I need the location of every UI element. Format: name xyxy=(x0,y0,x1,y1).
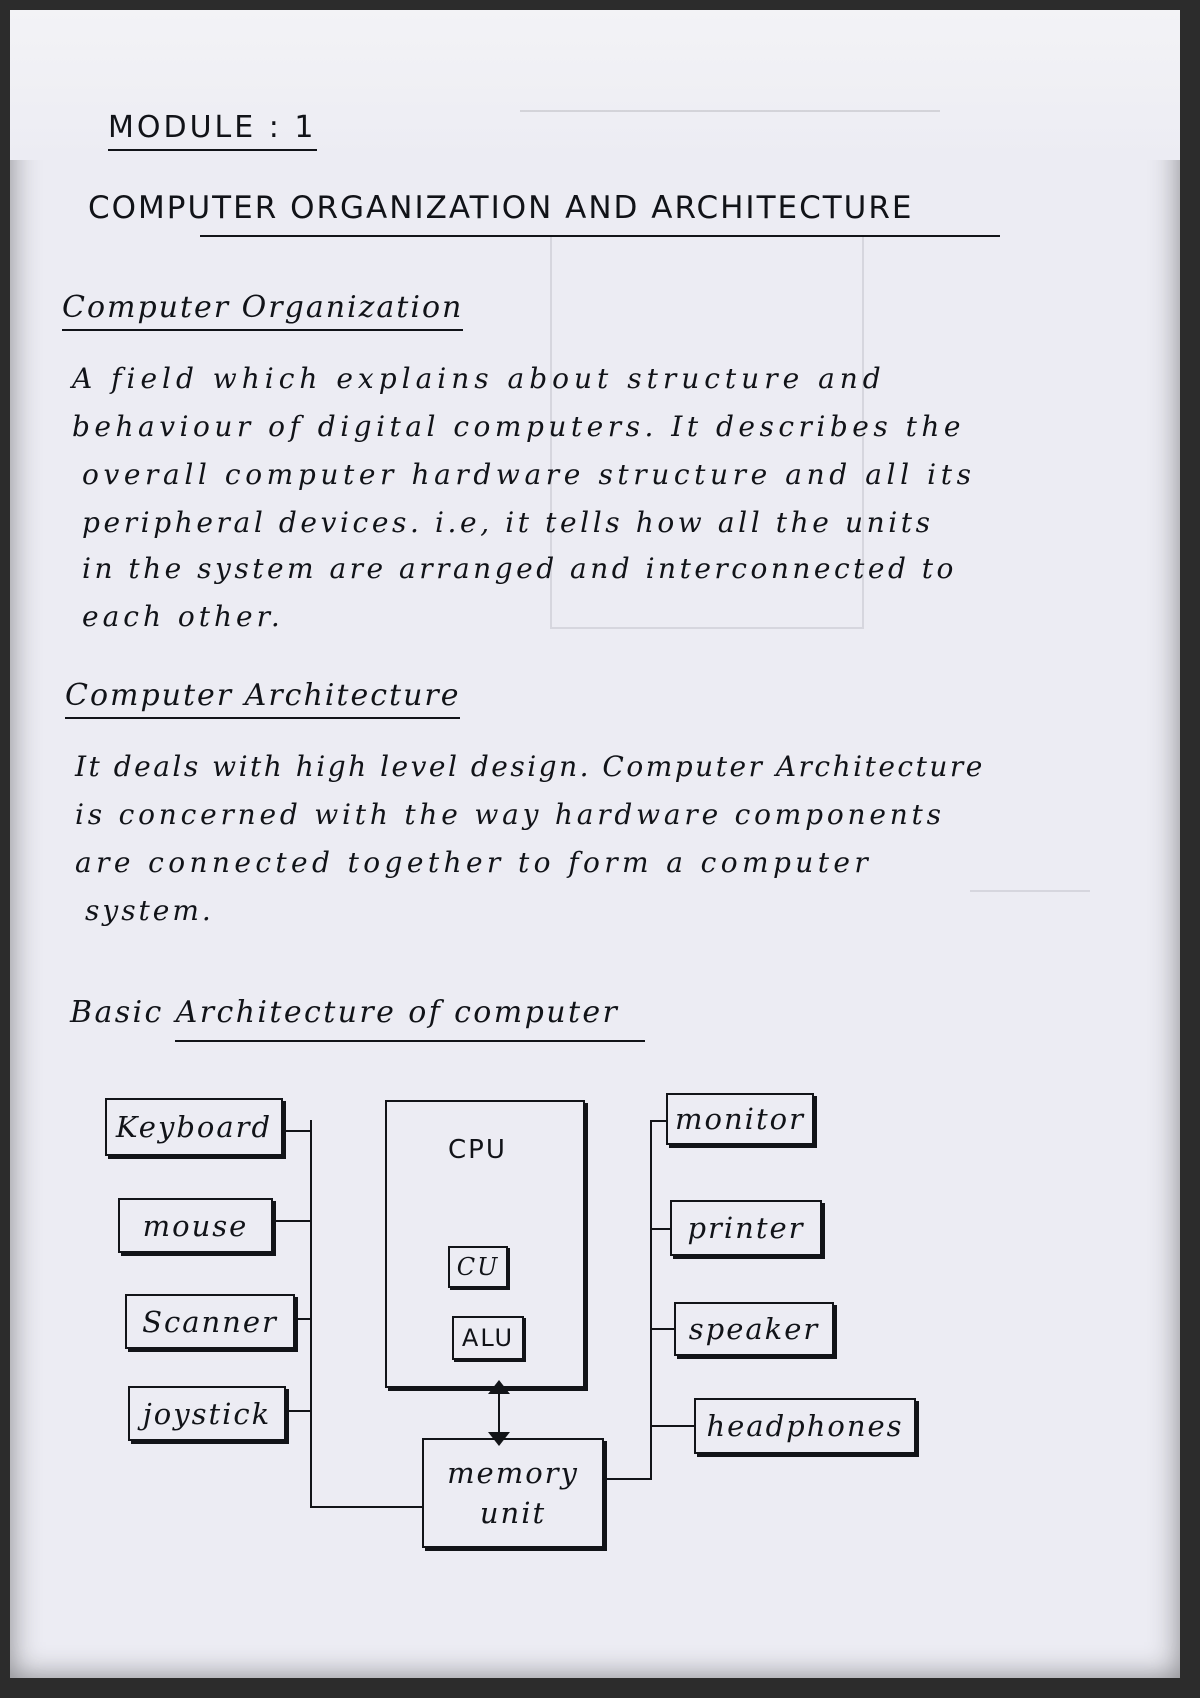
output-monitor: monitor xyxy=(666,1093,814,1145)
text-line: system. xyxy=(85,894,214,927)
text-line: in the system are arranged and interconnected to xyxy=(82,552,957,585)
input-mouse: mouse xyxy=(118,1198,273,1253)
text-line: behaviour of digital computers. It describes the xyxy=(72,410,965,443)
alu-box: ALU xyxy=(452,1316,524,1360)
text-line: is concerned with the way hardware components xyxy=(75,798,945,831)
connector-line xyxy=(650,1228,672,1230)
text-line: peripheral devices. i.e, it tells how all the units xyxy=(82,506,934,539)
memory-unit-box xyxy=(422,1438,604,1548)
input-bus xyxy=(310,1120,312,1508)
output-speaker: speaker xyxy=(674,1302,834,1356)
page-title: COMPUTER ORGANIZATION AND ARCHITECTURE xyxy=(88,190,914,226)
input-scanner: Scanner xyxy=(125,1294,295,1349)
input-joystick: joystick xyxy=(128,1386,286,1441)
diagram-heading: Basic Architecture of computer xyxy=(70,995,620,1030)
bleed-through-mark xyxy=(970,890,1090,892)
connector-line xyxy=(650,1425,696,1427)
cu-box: CU xyxy=(448,1246,508,1288)
cpu-label: CPU xyxy=(448,1135,507,1165)
output-headphones: headphones xyxy=(694,1398,916,1454)
output-printer: printer xyxy=(670,1200,822,1256)
memory-label-line2: unit xyxy=(479,1496,547,1530)
section-heading-organization: Computer Organization xyxy=(62,290,463,331)
text-line: overall computer hardware structure and all its xyxy=(82,458,976,491)
bleed-through-mark xyxy=(520,80,940,112)
memory-label-line1: memory xyxy=(447,1456,579,1490)
connector-line xyxy=(272,1220,312,1222)
section-heading-architecture: Computer Architecture xyxy=(65,678,460,719)
output-to-memory xyxy=(602,1478,652,1480)
module-heading: MODULE : 1 xyxy=(108,110,317,151)
text-line: It deals with high level design. Computer Architecture xyxy=(75,750,985,783)
text-line: A field which explains about structure and xyxy=(72,362,886,395)
text-line: each other. xyxy=(82,600,284,633)
text-line: are connected together to form a computer xyxy=(75,846,873,879)
title-underline xyxy=(200,235,1000,237)
diagram-heading-underline xyxy=(175,1040,645,1042)
connector-line xyxy=(282,1130,312,1132)
input-to-memory xyxy=(310,1506,422,1508)
notebook-page xyxy=(10,10,1180,1678)
input-keyboard: Keyboard xyxy=(105,1098,283,1156)
connector-line xyxy=(650,1328,676,1330)
connector-line xyxy=(285,1410,312,1412)
